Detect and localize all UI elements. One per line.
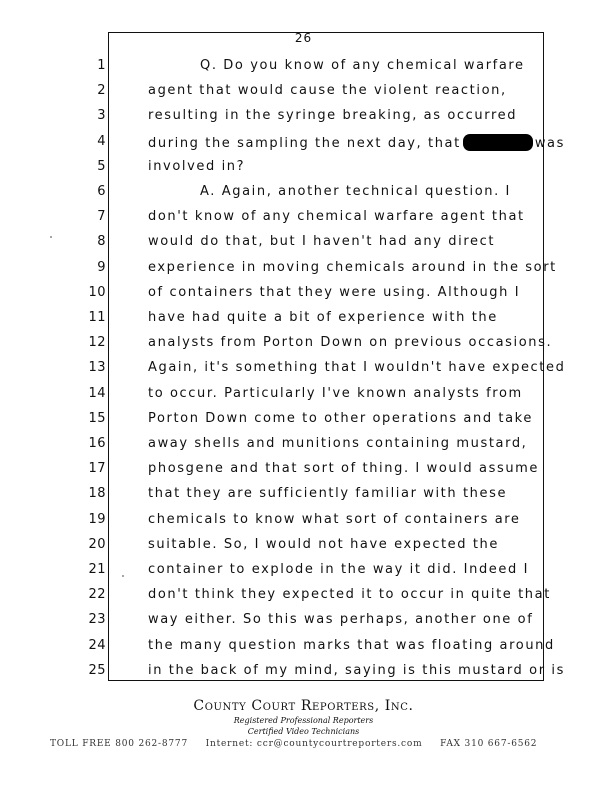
transcript-line-text: analysts from Porton Down on previous occasions.: [148, 335, 553, 351]
line-number: 5: [97, 158, 106, 174]
transcript-line: [148, 108, 517, 123]
transcript-line-text: suitable. So, I would not have expected the: [148, 536, 499, 552]
line-number: 20: [88, 536, 106, 552]
transcript-line-text: would do that, but I haven't had any direct: [148, 234, 496, 250]
transcript-line: [148, 436, 527, 451]
footer-company-name: County Court Reporters, Inc.: [193, 698, 414, 714]
transcript-page-border: [108, 32, 544, 681]
transcript-line-tail: was: [534, 135, 565, 151]
transcript-line-text: involved in?: [148, 158, 246, 174]
line-number: 14: [88, 385, 106, 401]
line-number: 15: [88, 410, 106, 426]
transcript-line-text: agent that would cause the violent reaction,: [148, 83, 507, 99]
transcript-line: [148, 612, 533, 627]
line-number: 25: [88, 662, 106, 678]
transcript-line: [148, 159, 245, 174]
transcript-line-text: have had quite a bit of experience with the: [148, 310, 498, 325]
footer-certified: Certified Video Technicians: [247, 727, 360, 736]
transcript-line-text: chemicals to know what sort of containers are: [148, 511, 521, 527]
footer-registered: Registered Professional Reporters: [233, 716, 374, 725]
transcript-line-text: away shells and munitions containing mustard,: [148, 436, 528, 451]
transcript-line: [148, 83, 507, 98]
transcript-line: [148, 234, 495, 249]
transcript-line: [148, 486, 507, 501]
line-number: 11: [88, 310, 106, 325]
transcript-line-text: Porton Down come to other operations and take: [148, 410, 533, 426]
line-number: 3: [97, 108, 106, 124]
transcript-line-text: in the back of my mind, saying is this mustard or is: [148, 662, 565, 678]
footer-fax: FAX 310 667-6562: [440, 739, 538, 748]
line-number: 9: [97, 259, 106, 275]
transcript-line: [148, 512, 521, 527]
transcript-line: [148, 638, 555, 653]
transcript-line: [148, 562, 529, 577]
transcript-line-text: don't think they expected it to occur in quite that: [148, 587, 551, 603]
transcript-line-text: experience in moving chemicals around in the sort: [148, 259, 557, 275]
transcript-line-text: A. Again, another technical question. I: [200, 184, 511, 199]
line-number: 19: [88, 511, 106, 527]
transcript-line-text: to occur. Particularly I've known analysts from: [148, 385, 523, 401]
transcript-line-text: container to explode in the way it did. Indeed I: [148, 562, 530, 577]
line-number: 18: [88, 486, 106, 502]
transcript-line-text: phosgene and that sort of thing. I would assume: [148, 461, 540, 477]
transcript-line: [148, 663, 565, 678]
line-number: 13: [88, 360, 106, 376]
line-number: 8: [97, 234, 106, 250]
line-number: 12: [88, 335, 106, 351]
transcript-line-text: Q. Do you know of any chemical warfare: [200, 58, 525, 73]
line-number: 22: [88, 587, 106, 603]
line-number: 1: [97, 58, 106, 73]
line-number: 16: [88, 436, 106, 451]
scan-speck: [50, 236, 52, 238]
footer-tollfree: TOLL FREE 800 262-8777: [50, 739, 188, 748]
scan-speck: [122, 575, 124, 577]
transcript-line-text: of containers that they were using. Although I: [148, 284, 521, 300]
line-number: 4: [97, 133, 106, 149]
transcript-line-text: the many question marks that was floating around: [148, 637, 555, 653]
transcript-line-text: that they are sufficiently familiar with these: [148, 486, 508, 502]
transcript-line: [148, 360, 565, 375]
redaction-block: [463, 134, 533, 151]
transcript-line: [148, 260, 557, 275]
transcript-line: [200, 184, 511, 199]
line-number: 6: [97, 184, 106, 199]
transcript-line: [148, 411, 533, 426]
line-number: 17: [88, 461, 106, 477]
transcript-line: [200, 58, 525, 73]
transcript-line: [148, 537, 499, 552]
transcript-line-text: during the sampling the next day, that: [148, 135, 461, 151]
transcript-line: [148, 587, 551, 602]
footer-internet: Internet: ccr@countycourtreporters.com: [205, 739, 423, 748]
transcript-line: [148, 209, 525, 224]
transcript-line: [148, 335, 552, 350]
page-number: 26: [294, 31, 313, 45]
transcript-line: [148, 461, 539, 476]
line-number: 7: [97, 209, 106, 225]
line-number: 23: [88, 612, 106, 628]
transcript-line: [148, 310, 498, 325]
line-number: 10: [88, 284, 106, 300]
line-number: 21: [88, 562, 106, 577]
transcript-line-text: way either. So this was perhaps, another one of: [148, 612, 534, 628]
line-number: 2: [97, 83, 106, 99]
footer-contact-line: [50, 739, 570, 748]
transcript-line: [148, 386, 523, 401]
transcript-line: [148, 134, 565, 151]
transcript-line: [148, 285, 520, 300]
line-number: 24: [88, 637, 106, 653]
transcript-line-text: Again, it's something that I wouldn't have expected: [148, 360, 566, 376]
transcript-line-text: don't know of any chemical warfare agent that: [148, 209, 525, 225]
transcript-line-text: resulting in the syringe breaking, as occurred: [148, 108, 518, 124]
